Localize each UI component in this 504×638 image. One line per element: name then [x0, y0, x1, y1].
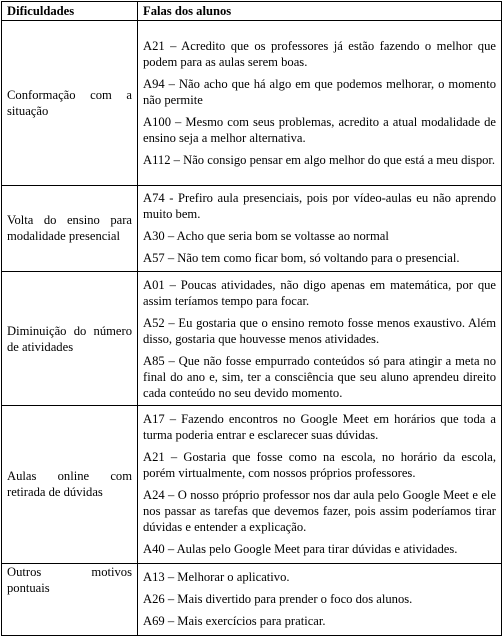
student-quote: A100 – Mesmo com seus problemas, acredito a atual modalidade de ensino seja a melhor alternativa. — [143, 114, 496, 145]
category-line: Diminuição do número — [7, 323, 132, 338]
student-quote: A26 – Mais divertido para prender o foco dos alunos. — [143, 592, 413, 607]
quotes-cell — [138, 21, 502, 186]
category-line: Volta do ensino para — [7, 213, 132, 228]
category-line: Outros motivos — [7, 564, 132, 579]
student-quote: A69 – Mais exercícios para praticar. — [143, 614, 326, 629]
category-cell — [2, 185, 138, 271]
category-cell — [2, 21, 138, 186]
table-row — [2, 21, 502, 186]
table-row — [2, 185, 502, 271]
difficulties-table — [1, 1, 502, 636]
quotes-cell — [138, 406, 502, 563]
quotes-cell — [138, 563, 502, 635]
category-line: Aulas online com — [7, 469, 132, 484]
quotes-cell — [138, 271, 502, 405]
student-quote: A85 – Que não fosse empurrado conteúdos só para atingir a meta no final do ano e, sim, ter a consciência que seu aluno aprendeu direito cada conteúdo no seu devido momento. — [143, 353, 496, 400]
category-line: Conformação com a — [7, 87, 132, 102]
category-line: modalidade presencial — [7, 229, 120, 244]
table-row — [2, 406, 502, 563]
table-header-row — [2, 2, 502, 21]
student-quote: A21 – Gostaria que fosse como na escola, no horário da escola, porém virtualmente, com nossos próprios professores. — [143, 450, 496, 481]
table-row — [2, 563, 502, 635]
student-quote: A74 - Prefiro aula presenciais, pois por vídeo-aulas eu não aprendo muito bem. — [143, 191, 496, 222]
header-difficulties: Dificuldades — [2, 2, 138, 21]
student-quote: A13 – Melhorar o aplicativo. — [143, 570, 290, 585]
student-quote: A21 – Acredito que os professores já estão fazendo o melhor que podem para as aulas serem boas. — [143, 38, 496, 69]
table-row — [2, 271, 502, 405]
category-cell — [2, 563, 138, 635]
student-quote: A94 – Não acho que há algo em que podemos melhorar, o momento não permite — [143, 76, 496, 107]
student-quote: A24 – O nosso próprio professor nos dar aula pelo Google Meet e ele nos passar as tarefas que devemos fazer, pois assim poderíamos tirar dúvidas e entender a explicação. — [143, 488, 496, 535]
category-line: pontuais — [7, 580, 50, 595]
category-cell — [2, 271, 138, 405]
header-student-quotes: Falas dos alunos — [138, 2, 502, 21]
category-line: de atividades — [7, 339, 74, 354]
category-cell — [2, 406, 138, 563]
student-quote: A17 – Fazendo encontros no Google Meet em horários que toda a turma poderia entrar e esclarecer suas dúvidas. — [143, 412, 496, 443]
category-line: retirada de dúvidas — [7, 485, 103, 500]
student-quote: A57 – Não tem como ficar bom, só voltando para o presencial. — [143, 251, 460, 266]
student-quote: A40 – Aulas pelo Google Meet para tirar dúvidas e atividades. — [143, 542, 458, 557]
student-quote: A112 – Não consigo pensar em algo melhor do que está a meu dispor. — [143, 152, 496, 167]
quotes-cell — [138, 185, 502, 271]
student-quote: A30 – Acho que seria bom se voltasse ao normal — [143, 229, 389, 244]
student-quote: A01 – Poucas atividades, não digo apenas em matemática, por que assim teríamos tempo para focar. — [143, 277, 496, 308]
student-quote: A52 – Eu gostaria que o ensino remoto fosse menos exaustivo. Além disso, gostaria que houvesse menos atividades. — [143, 315, 496, 346]
category-line: situação — [7, 103, 49, 118]
